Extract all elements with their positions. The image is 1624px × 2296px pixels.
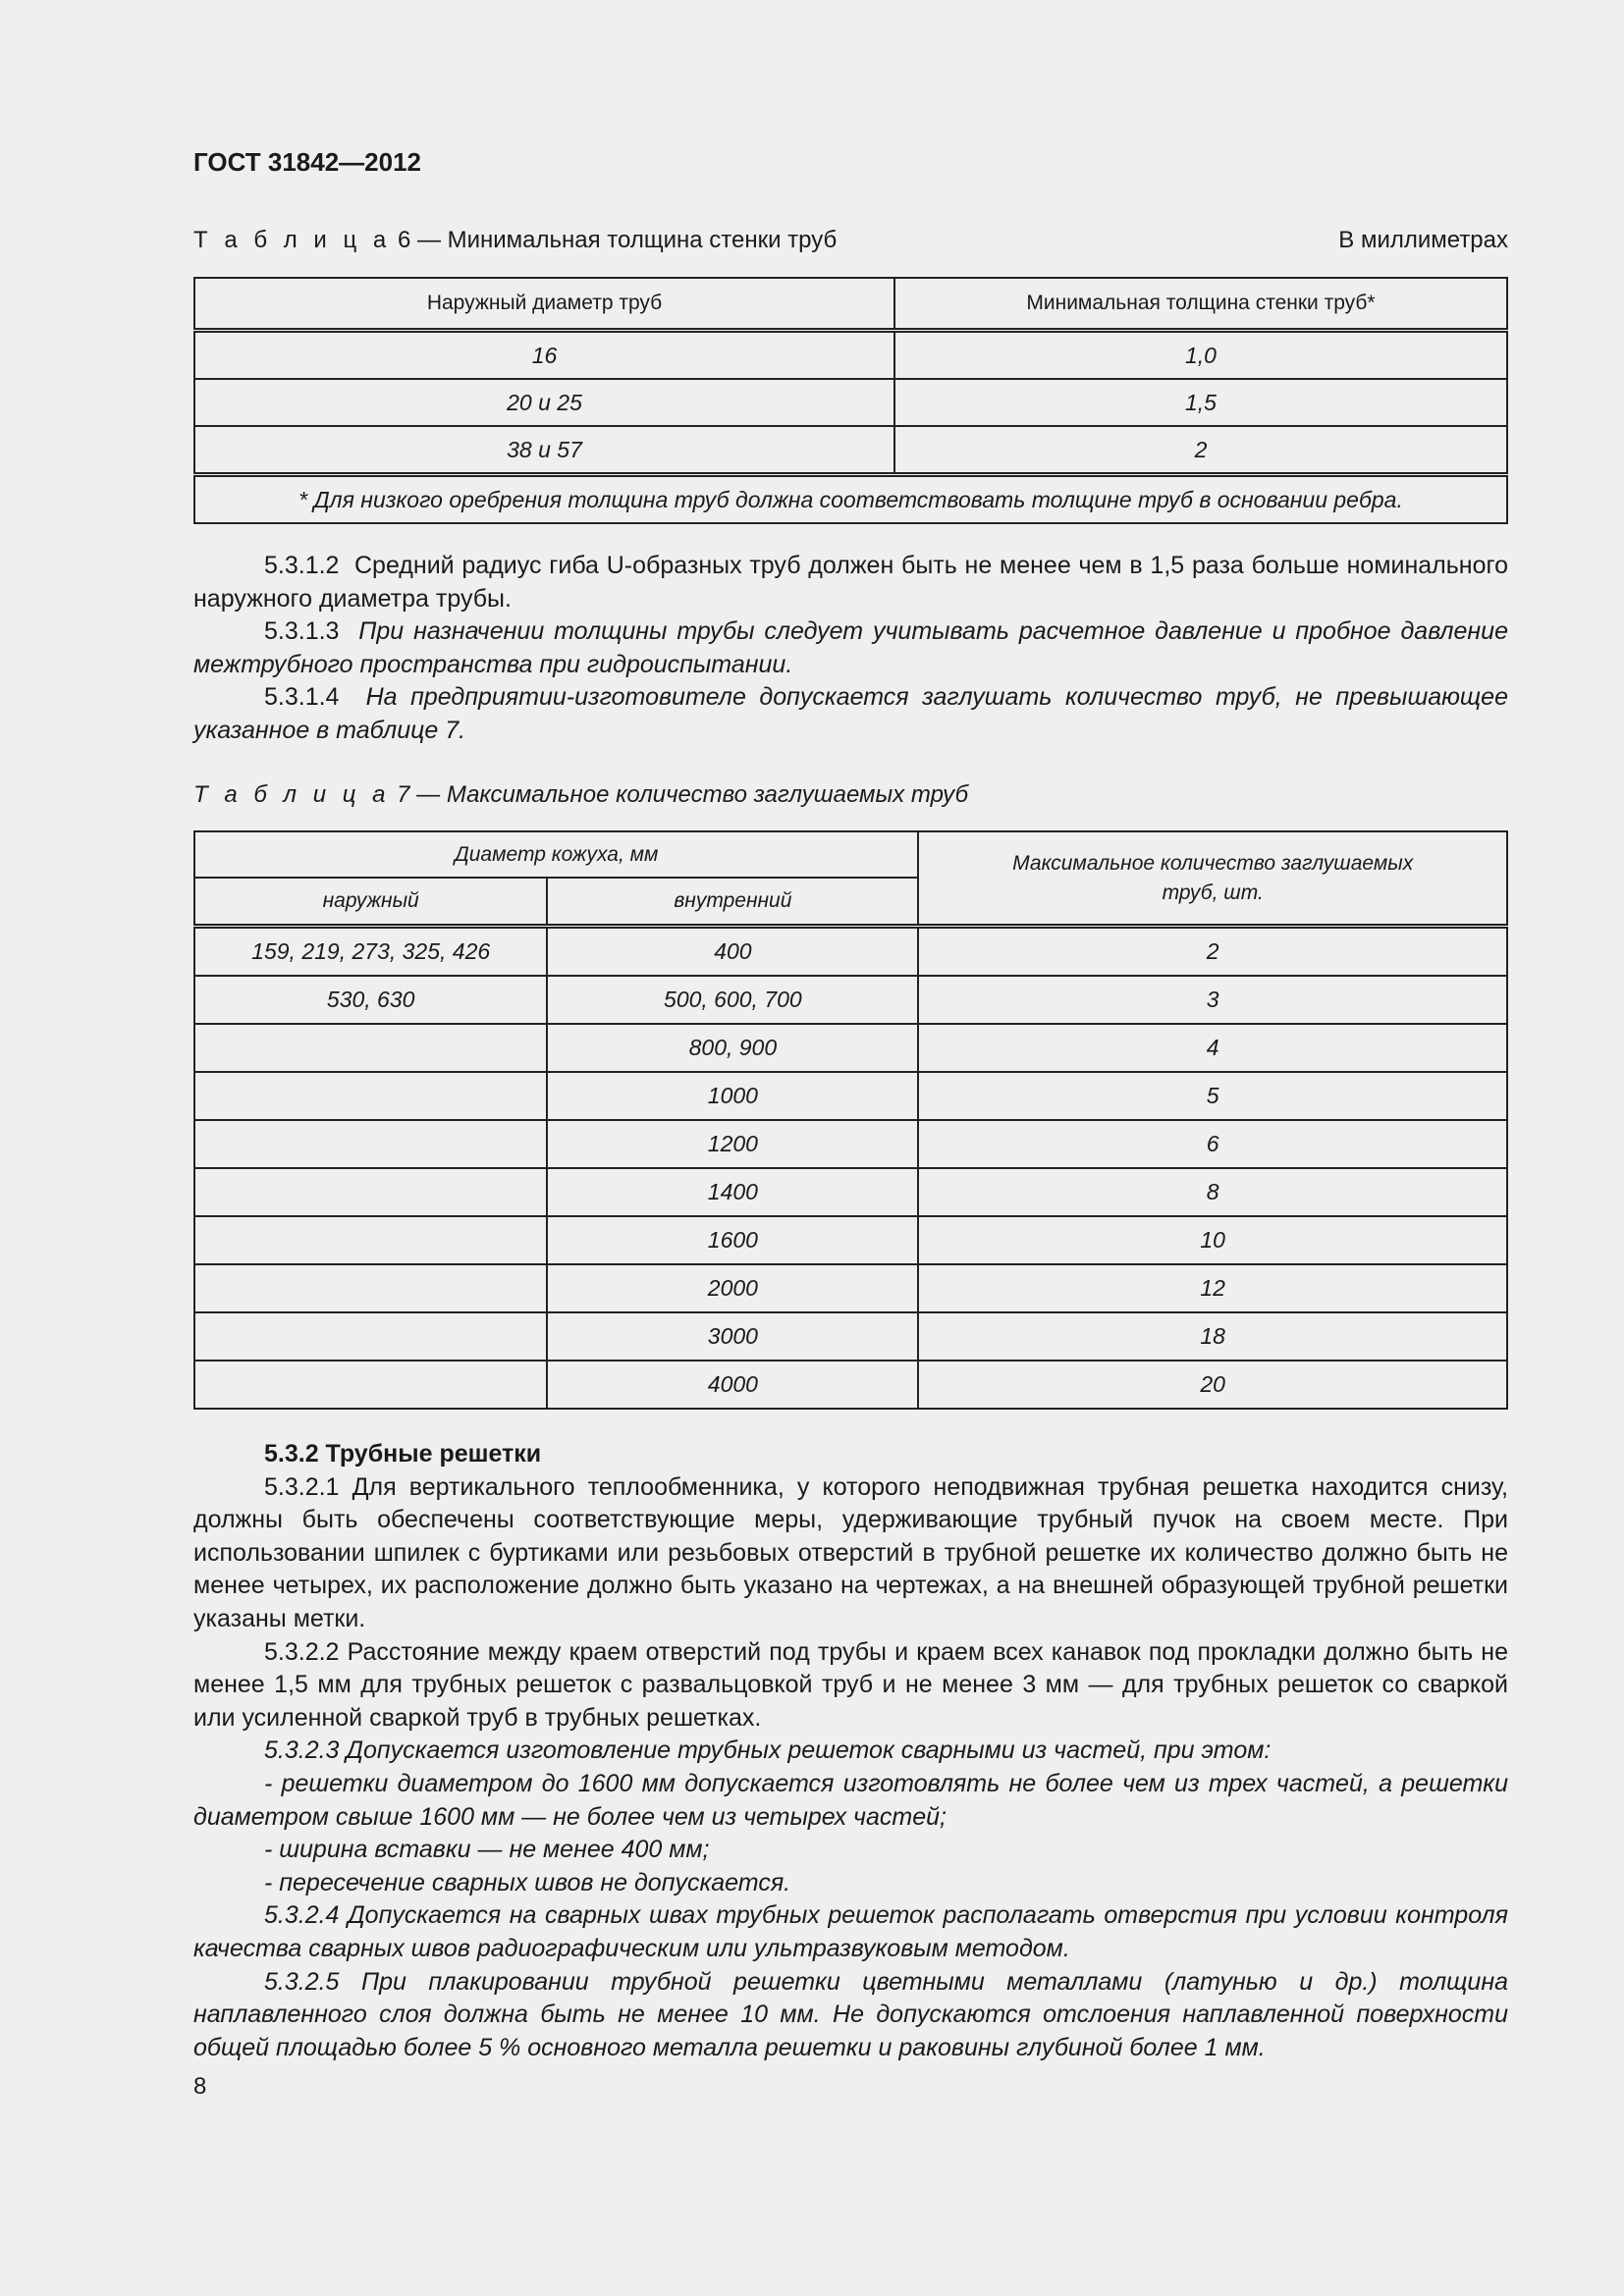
clause-text: Средний радиус гиба U-образных труб должен быть не менее чем в 1,5 раза больше номинального наружного диаметра трубы. (193, 552, 1508, 613)
table-row (194, 379, 1507, 426)
clause-paragraph: 5.3.2.4 Допускается на сварных швах трубных решеток располагать отверстия при условии контроля качества сварных швов радиографическим или ультразвуковым методом. (193, 1901, 1508, 1962)
clause-paragraph: 5.3.2.5 При плакировании трубной решетки цветными металлами (латунью и др.) толщина наплавленного слоя должна быть не менее 10 мм. Не допускаются отслоения наплавленной поверхности общей площадью более 5 % основного металла решетки и раковины глубиной более 1 мм. (193, 1967, 1508, 2061)
clause-number: 5.3.1.2 (264, 552, 340, 579)
table-row (194, 1361, 1507, 1409)
table-cell: 5 (918, 1072, 1507, 1120)
table-cell: 1600 (547, 1216, 918, 1264)
table7-header-row (194, 831, 1507, 878)
table-row (194, 1120, 1507, 1168)
table-row (194, 1312, 1507, 1361)
section-heading: 5.3.2 Трубные решетки (264, 1440, 542, 1468)
table-cell: 20 и 25 (194, 379, 894, 426)
clause-text: На предприятии-изготовителе допускается заглушать количество труб, не превышающее указанное в таблице 7. (193, 683, 1508, 744)
table7 (193, 830, 1508, 1410)
table6-header-cell: Наружный диаметр труб (194, 278, 894, 331)
table6-caption (193, 227, 837, 254)
table-cell (194, 1168, 547, 1216)
table-cell (194, 1264, 547, 1312)
table-cell: 2 (918, 927, 1507, 977)
clause-5-3-1-2 (193, 550, 1508, 615)
table-cell: 530, 630 (194, 976, 547, 1024)
table7-header-inner: внутренний (547, 878, 918, 927)
table6-header-row (194, 278, 1507, 331)
table-cell: 6 (918, 1120, 1507, 1168)
table-cell: 38 и 57 (194, 426, 894, 475)
clause-paragraph: - пересечение сварных швов не допускается. (264, 1868, 791, 1896)
table7-header-group: Диаметр кожуха, мм (194, 831, 918, 878)
clause-paragraph: 5.3.2.1 Для вертикального теплообменника, у которого неподвижная трубная решетка находится снизу, должны быть обеспечены соответствующие меры, удерживающие трубный пучок на своем месте. При использовании шпилек с буртиками или резьбовых отверстий в трубной решетке их количество должно быть не менее четырех, их расположение должно быть указано на чертежах, а на внешней образующей трубной решетки указаны метки. (193, 1472, 1508, 1632)
table-cell: 1200 (547, 1120, 918, 1168)
table-cell: 1,5 (894, 379, 1507, 426)
table-row (194, 331, 1507, 380)
table-row (194, 426, 1507, 475)
clauses-5-3-1 (193, 550, 1508, 748)
table6-header-cell: Минимальная толщина стенки труб* (894, 278, 1507, 331)
clause-paragraph: - решетки диаметром до 1600 мм допускается изготовлять не более чем из трех частей, а решетки диаметром свыше 1600 мм — не более чем из четырех частей; (193, 1769, 1508, 1831)
section-5-3-2 (193, 1438, 1508, 2064)
document-header: ГОСТ 31842—2012 (193, 147, 421, 177)
clause-paragraph: 5.3.2.2 Расстояние между краем отверстий под трубы и краем всех канавок под прокладки должно быть не менее 1,5 мм для трубных решеток с развальцовкой труб и не менее 3 мм — для трубных решеток со сваркой или усиленной сваркой труб в трубных решетках. (193, 1637, 1508, 1732)
clause-paragraph: - ширина вставки — не менее 400 мм; (264, 1836, 710, 1864)
table-cell: 4 (918, 1024, 1507, 1072)
table-cell: 2000 (547, 1264, 918, 1312)
table-cell: 20 (918, 1361, 1507, 1409)
table-row (194, 1216, 1507, 1264)
table-cell: 2 (894, 426, 1507, 475)
table-cell (194, 1312, 547, 1361)
table-cell: 18 (918, 1312, 1507, 1361)
table6 (193, 277, 1508, 524)
table-cell: 3000 (547, 1312, 918, 1361)
table-cell: 159, 219, 273, 325, 426 (194, 927, 547, 977)
table-cell (194, 1361, 547, 1409)
table-row (194, 976, 1507, 1024)
clause-text: При назначении толщины трубы следует учитывать расчетное давление и пробное давление межтрубного пространства при гидроиспытании. (193, 617, 1508, 678)
table-cell: 4000 (547, 1361, 918, 1409)
table-cell: 10 (918, 1216, 1507, 1264)
clause-number: 5.3.1.4 (264, 683, 340, 712)
clause-5-3-1-3 (193, 615, 1508, 681)
table6-footnote: * Для низкого оребрения толщина труб должна соответствовать толщине труб в основании ребра. (194, 475, 1507, 524)
table7-caption-text: 7 — Максимальное количество заглушаемых труб (397, 781, 969, 808)
table-cell: 3 (918, 976, 1507, 1024)
table-cell: 1400 (547, 1168, 918, 1216)
table6-units: В миллиметрах (1338, 227, 1508, 253)
table7-caption-label: Т а б л и ц а (193, 781, 391, 808)
clause-5-3-1-4 (193, 681, 1508, 747)
table7-header-outer: наружный (194, 878, 547, 927)
table-cell (194, 1072, 547, 1120)
clause-number: 5.3.1.3 (264, 617, 340, 646)
table7-caption (193, 781, 968, 809)
table-row (194, 1168, 1507, 1216)
table6-footnote-row (194, 475, 1507, 524)
table-cell: 800, 900 (547, 1024, 918, 1072)
clause-paragraph: 5.3.2.3 Допускается изготовление трубных решеток сварными из частей, при этом: (264, 1736, 1272, 1765)
table-cell (194, 1024, 547, 1072)
table-cell (194, 1120, 547, 1168)
table-row (194, 1264, 1507, 1312)
table-cell: 12 (918, 1264, 1507, 1312)
table-cell: 8 (918, 1168, 1507, 1216)
page-number: 8 (193, 2073, 207, 2100)
table-cell: 500, 600, 700 (547, 976, 918, 1024)
table-row (194, 1072, 1507, 1120)
table-row (194, 927, 1507, 977)
table-cell: 400 (547, 927, 918, 977)
table-cell: 16 (194, 331, 894, 380)
table-cell (194, 1216, 547, 1264)
table7-header-max: Максимальное количество заглушаемых труб, шт. (918, 831, 1507, 927)
table-cell: 1,0 (894, 331, 1507, 380)
table6-caption-label: Т а б л и ц а (193, 227, 392, 253)
table-row (194, 1024, 1507, 1072)
table6-caption-text: 6 — Минимальная толщина стенки труб (397, 227, 838, 253)
table-cell: 1000 (547, 1072, 918, 1120)
